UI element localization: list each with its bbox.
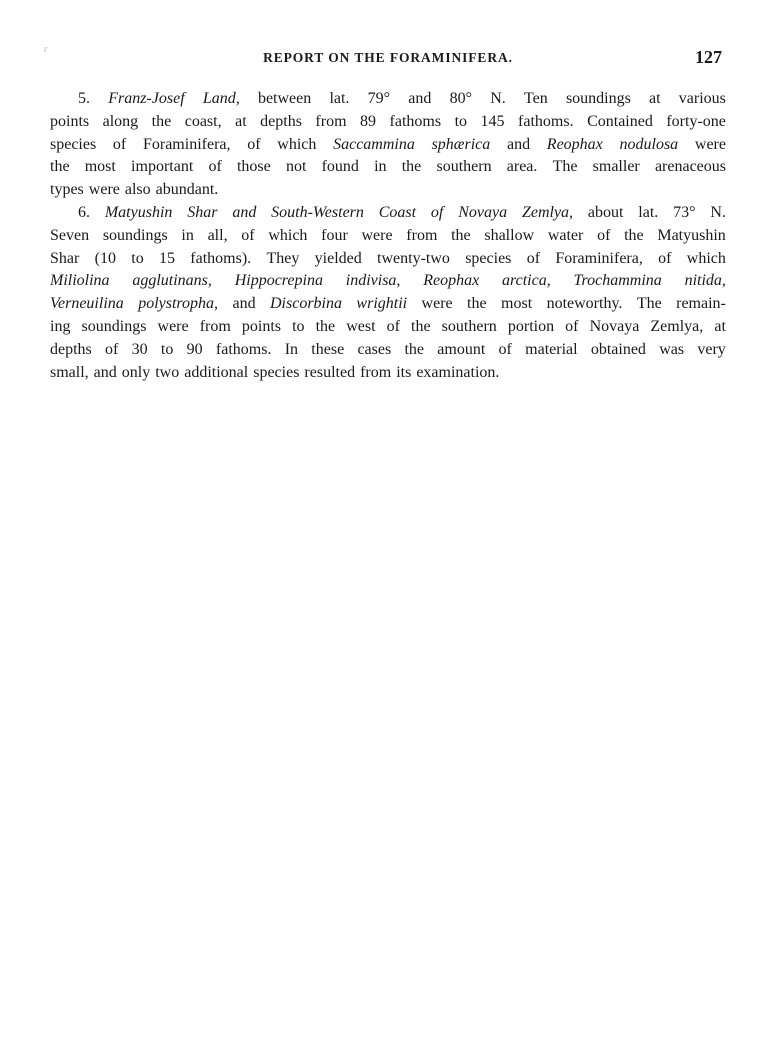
text-line	[50, 316, 726, 339]
word: arenaceous	[654, 158, 726, 176]
word: of	[247, 135, 261, 153]
word: 73°	[673, 203, 696, 221]
word: of	[565, 317, 579, 335]
word: west	[346, 317, 376, 335]
word: the	[151, 112, 172, 130]
word: from	[406, 226, 438, 244]
word: four	[321, 226, 348, 244]
page-number: 127	[695, 47, 722, 67]
word: to	[131, 249, 144, 267]
word: very	[697, 340, 726, 358]
word: at	[235, 112, 247, 130]
word: most	[84, 158, 116, 176]
italic-word: Shar	[187, 203, 218, 221]
word: points	[241, 317, 281, 335]
word: remain-	[676, 295, 726, 313]
word: the	[401, 158, 422, 176]
word: Ten	[523, 90, 548, 107]
word: They	[266, 249, 300, 267]
word: found	[321, 158, 359, 176]
text-line	[50, 202, 726, 225]
italic-word: Discorbina	[270, 295, 342, 313]
word: 89	[360, 112, 377, 130]
word: and	[506, 135, 531, 153]
word: in	[374, 158, 387, 176]
word: small,	[50, 363, 89, 381]
italic-word: wrightii	[356, 295, 408, 313]
word: were	[88, 181, 120, 199]
italic-word: Miliolina	[50, 272, 110, 290]
word: all,	[207, 226, 228, 244]
word: Shar	[50, 249, 80, 267]
word: Novaya	[589, 317, 640, 335]
word: of	[498, 340, 512, 358]
word: between	[257, 90, 312, 107]
word: to	[292, 317, 305, 335]
italic-word: Reophax	[423, 272, 480, 290]
word: were	[694, 135, 726, 153]
word: 90	[186, 340, 203, 358]
word: of	[208, 158, 222, 176]
word: Foraminifera,	[142, 135, 231, 153]
paragraph	[50, 202, 726, 384]
word: points	[50, 112, 90, 130]
word: yielded	[314, 249, 362, 267]
text-line	[50, 362, 726, 385]
italic-word: South-Western	[271, 203, 364, 221]
word: of	[241, 226, 255, 244]
italic-word: indivisa,	[345, 272, 401, 290]
word: from	[199, 317, 231, 335]
word: 5.	[78, 90, 90, 107]
word: to	[454, 112, 468, 130]
word: additional	[184, 363, 249, 381]
word: the	[624, 226, 644, 244]
italic-word: sphærica	[431, 135, 491, 153]
text-line	[50, 111, 726, 134]
word: at	[714, 317, 726, 335]
word: (10	[94, 249, 116, 267]
running-title: REPORT ON THE FORAMINIFERA.	[263, 50, 513, 65]
italic-word: Novaya	[458, 203, 508, 221]
running-header	[50, 47, 726, 71]
text-line	[50, 270, 726, 293]
word: to	[160, 340, 174, 358]
word: its	[396, 363, 412, 381]
text-line	[50, 179, 726, 202]
word: of	[386, 317, 400, 335]
word: examination.	[416, 363, 500, 381]
italic-word: nodulosa	[619, 135, 679, 153]
italic-word: Matyushin	[104, 203, 173, 221]
word: N.	[490, 90, 506, 107]
word: soundings	[102, 226, 168, 244]
italic-word: polystropha,	[138, 295, 219, 313]
word: 145	[480, 112, 505, 130]
word: those	[236, 158, 271, 176]
word: the	[50, 158, 70, 176]
word: Seven	[50, 226, 90, 244]
italic-word: arctica,	[501, 272, 551, 290]
word: Foraminifera,	[555, 249, 643, 267]
italic-word: nitida,	[684, 272, 726, 290]
word: fathoms.	[215, 340, 272, 358]
word: only	[121, 363, 151, 381]
word: also	[124, 181, 151, 199]
word: and	[232, 295, 256, 313]
word: soundings	[81, 317, 147, 335]
word: and	[93, 363, 117, 381]
word: In	[284, 340, 299, 358]
word: lat.	[329, 90, 350, 107]
italic-word: Hippocrepina	[234, 272, 323, 290]
word: depths	[260, 112, 302, 130]
word: 6.	[78, 203, 90, 221]
italic-word: Reophax	[546, 135, 603, 153]
word: important	[131, 158, 194, 176]
word: shallow	[484, 226, 535, 244]
word: 30	[131, 340, 148, 358]
word: were	[361, 226, 393, 244]
text-line	[50, 88, 726, 111]
word: The	[552, 158, 578, 176]
italic-word: Franz-Josef	[108, 90, 185, 107]
word: of	[112, 135, 127, 153]
word: various	[678, 90, 726, 107]
word: noteworthy.	[546, 295, 623, 313]
word: species	[253, 363, 300, 381]
word: which	[686, 249, 726, 267]
italic-word: agglutinans,	[132, 272, 212, 290]
italic-word: Land,	[202, 90, 240, 107]
word: fathoms	[389, 112, 442, 130]
word: and	[408, 90, 432, 107]
word: were	[421, 295, 453, 313]
word: forty-one	[666, 112, 726, 130]
word: cases	[357, 340, 392, 358]
word: were	[157, 317, 189, 335]
word: from	[360, 363, 392, 381]
italic-word: and	[232, 203, 257, 221]
word: Zemlya,	[650, 317, 704, 335]
word: along	[102, 112, 139, 130]
word: of	[105, 340, 119, 358]
word: the	[315, 317, 336, 335]
word: material	[525, 340, 578, 358]
word: which	[277, 135, 317, 153]
word: from	[315, 112, 347, 130]
text-line	[50, 134, 726, 157]
word: types	[50, 181, 84, 199]
word: area.	[506, 158, 538, 176]
word: the	[467, 295, 487, 313]
word: obtained	[590, 340, 646, 358]
word: the	[404, 340, 425, 358]
word: most	[501, 295, 533, 313]
word: of	[658, 249, 672, 267]
italic-word: Saccammina	[333, 135, 415, 153]
word: 79°	[367, 90, 391, 107]
word: 80°	[449, 90, 472, 107]
word: smaller	[592, 158, 640, 176]
word: of	[597, 226, 611, 244]
word: N.	[710, 203, 726, 221]
body-text	[50, 88, 726, 384]
word: ing	[50, 317, 71, 335]
word: Matyushin	[657, 226, 726, 244]
word: not	[285, 158, 307, 176]
italic-word: of	[430, 203, 444, 221]
word: the	[411, 317, 431, 335]
word: species	[50, 135, 97, 153]
word: coast,	[184, 112, 222, 130]
paragraph	[50, 88, 726, 202]
italic-word: Trochammina	[573, 272, 662, 290]
word: resulted	[304, 363, 356, 381]
word: these	[311, 340, 345, 358]
word: southern	[436, 158, 492, 176]
word: was	[659, 340, 685, 358]
word: amount	[437, 340, 486, 358]
word: southern	[441, 317, 497, 335]
word: species	[465, 249, 512, 267]
word: Contained	[587, 112, 653, 130]
page-corner-mark: ᴦ	[44, 44, 48, 54]
word: of	[526, 249, 541, 267]
word: water	[547, 226, 584, 244]
word: The	[636, 295, 662, 313]
word: twenty-two	[377, 249, 450, 267]
italic-word: Zemlya,	[521, 203, 574, 221]
word: two	[155, 363, 180, 381]
word: lat.	[638, 203, 659, 221]
text-line	[50, 293, 726, 316]
word: in	[181, 226, 194, 244]
word: depths	[50, 340, 92, 358]
text-line	[50, 225, 726, 248]
text-line	[50, 156, 726, 179]
italic-word: Coast	[378, 203, 417, 221]
word: abundant.	[155, 181, 219, 199]
word: about	[587, 203, 624, 221]
text-line	[50, 248, 726, 271]
word: soundings	[565, 90, 631, 107]
word: at	[649, 90, 661, 107]
text-line	[50, 339, 726, 362]
italic-word: Verneuilina	[50, 295, 124, 313]
word: 15	[159, 249, 175, 267]
word: the	[451, 226, 471, 244]
word: which	[268, 226, 308, 244]
word: fathoms).	[190, 249, 252, 267]
word: fathoms.	[518, 112, 574, 130]
word: portion	[507, 317, 555, 335]
